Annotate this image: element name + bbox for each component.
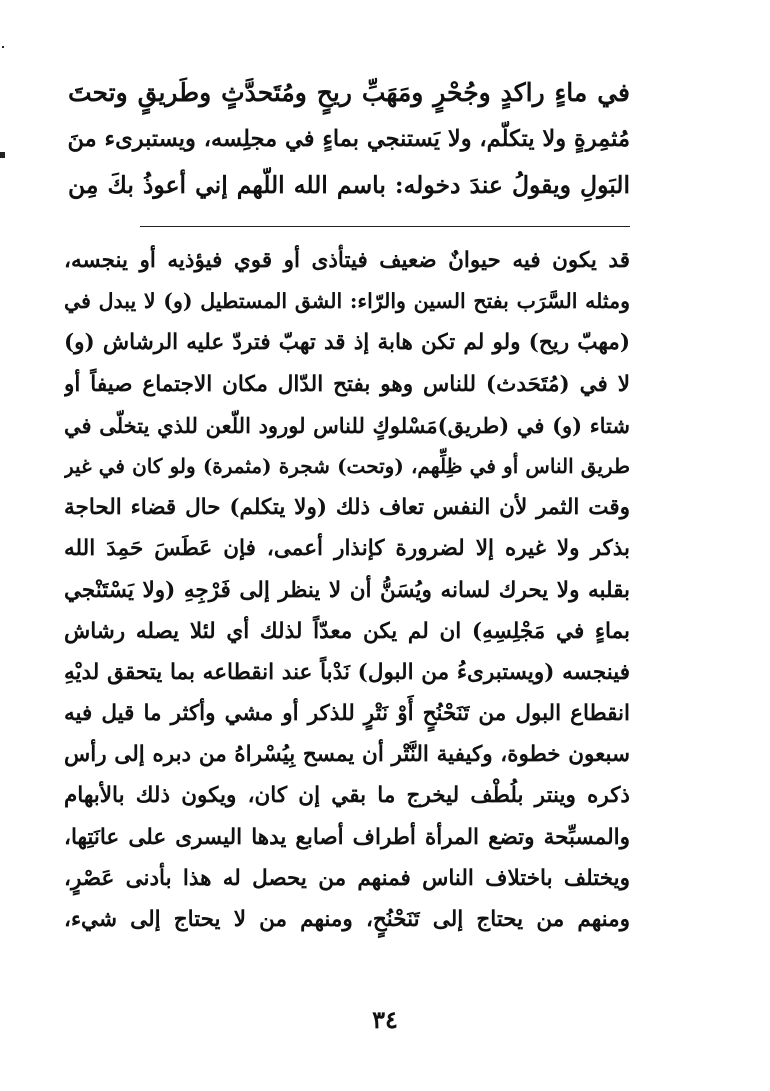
footnote-line: فينجسه (ويستبرىءُ من البول) نَدْباً عند انقطاعه بما يتحقق لديْهِ: [64, 659, 630, 685]
scan-speck: [0, 152, 5, 158]
main-text-line: في ماءٍ راكدٍ وجُحْرٍ ومَهَبِّ ريحٍ ومُتَحدَّثٍ وطَريقٍ وتحتَ: [68, 78, 630, 107]
main-text-block: [68, 70, 630, 208]
footnote-line: ويختلف باختلاف الناس فمنهم من يحصل له هذا بأدنى عَصْرٍ،: [64, 865, 630, 891]
footnote-line: لا في (مُتَحَدث) للناس وهو بفتح الدّال مكان الاجتماع صيفاً أو: [64, 371, 630, 397]
page-number: ٣٤: [372, 1005, 398, 1034]
footnote-line: بذكر ولا غيره إلا لضرورة كإنذار أعمى، فإن عَطَسَ حَمِدَ الله: [64, 536, 630, 562]
footnote-line: قد يكون فيه حيوانٌ ضعيف فيتأذى أو قوي فيؤذيه أو ينجسه،: [64, 248, 630, 273]
footnote-line: ومثله السَّرَب بفتح السين والرّاء: الشق المستطيل (و) لا يبدل في: [64, 289, 630, 314]
footnote-separator: [140, 226, 630, 227]
footnote-line: ومنهم من يحتاج إلى تَنَحْنُحٍ، ومنهم من لا يحتاج إلى شيء،: [64, 907, 630, 932]
footnote-line: بقلبه ولا يحرك لسانه ويُسَنُّ أن لا ينظر إلى فَرْجِهِ (ولا يَسْتَنْجي: [64, 577, 630, 603]
footnote-line: طريق الناس أو في ظِلِّهم، (وتحت) شجرة (مثمرة) ولو كان في غير: [64, 453, 630, 478]
footnote-block: [64, 240, 630, 940]
footnote-line: ذكره وينتر بلُطْف ليخرج ما بقي إن كان، ويكون ذلك بالأبهام: [64, 783, 630, 809]
footnote-line: انقطاع البول من تَنَحْنُحٍ أَوْ نَتْرٍ للذكر أو مشي وأكثر ما قيل فيه: [64, 701, 630, 727]
footnote-line: سبعون خطوة، وكيفية النَّتْر أن يمسح بِيُسْراهُ من دبره إلى رأس: [64, 742, 630, 768]
footnote-line: وقت الثمر لأن النفس تعاف ذلك (ولا يتكلم) حال قضاء الحاجة: [64, 495, 630, 521]
scan-speck: [2, 46, 4, 48]
footnote-line: والمسبِّحة وتضع المرأة أطراف أصابع يدها اليسرى على عانَتِها،: [64, 824, 630, 850]
footnote-line: بماءٍ في مَجْلِسِهِ) ان لم يكن معدّاً لذلك أي لئلا يصله رشاش: [64, 618, 630, 644]
main-text-line: البَولِ ويقولُ عندَ دخوله: باسم الله اللّهم إني أعوذُ بكَ مِن: [68, 171, 630, 199]
main-text-line: مُثمِرةٍ ولا يتكلّم، ولا يَستنجي بماءٍ في مجلِسه، ويستبرىء منَ: [68, 126, 630, 152]
footnote-line: (مهبّ ريح) ولو لم تكن هابة إذ قد تهبّ فتردّ عليه الرشاش (و): [64, 330, 630, 356]
footnote-line: شتاء (و) في (طريق)مَسْلوكٍ للناس لورود اللّعن للذي يتخلّى في: [64, 412, 630, 438]
